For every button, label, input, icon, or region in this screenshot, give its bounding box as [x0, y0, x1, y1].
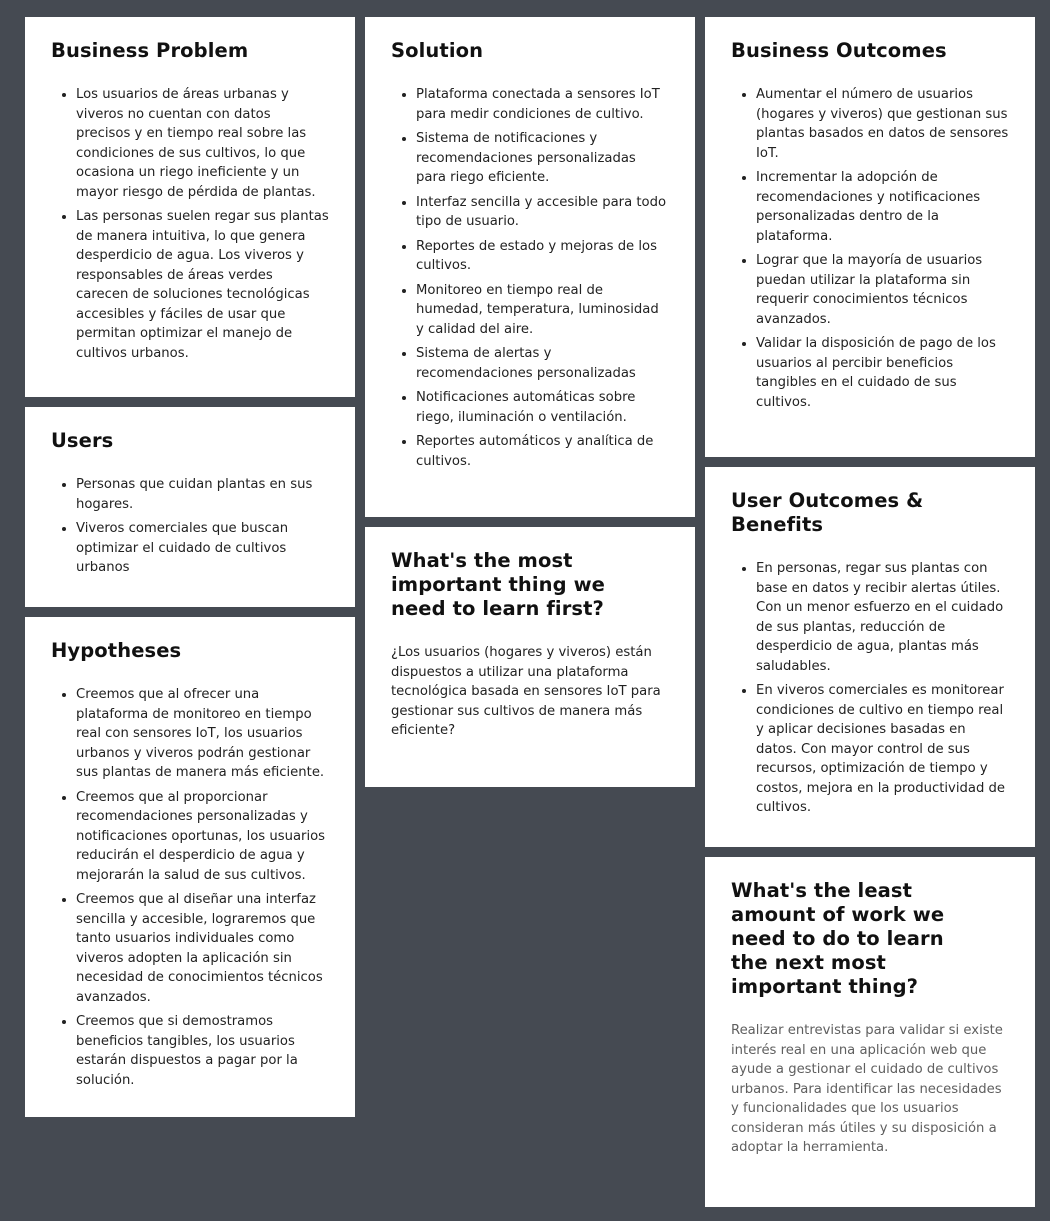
list-item: • Reportes de estado y mejoras de los cultivos. [416, 237, 669, 276]
hypotheses-card [25, 617, 355, 1117]
users-card [25, 407, 355, 607]
list-item: • Los usuarios de áreas urbanas y viveros no cuentan con datos precisos y en tiempo real sobre las condiciones de sus cultivos, lo que ocasiona un riego ineficiente y un mayor riesgo de pérdida de plantas. [76, 85, 329, 202]
list-item: • Las personas suelen regar sus plantas de manera intuitiva, lo que genera desperdicio de agua. Los viveros y responsables de áreas verdes carecen de soluciones tecnológicas accesibles y fáciles de usar que permitan optimizar el manejo de cultivos urbanos. [76, 207, 329, 363]
hypotheses-title: Hypotheses [51, 639, 182, 662]
hypotheses-list [51, 685, 329, 1090]
solution-list-secondary [391, 344, 669, 471]
least-work-text: Realizar entrevistas para validar si existe interés real en una aplicación web que ayude a gestionar el cuidado de cultivos urbanos. Para identificar las necesidades y funcionalidades que los usuarios consideran más útiles y su disposición a adoptar la herramienta. [731, 1023, 1003, 1155]
list-item: • Creemos que al proporcionar recomendaciones personalizadas y notificaciones oportunas, los usuarios reducirán el desperdicio de agua y mejorarán la salud de sus cultivos. [76, 788, 329, 886]
list-item: • Incrementar la adopción de recomendaciones y notificaciones personalizadas dentro de la plataforma. [756, 168, 1009, 246]
solution-list [391, 85, 669, 339]
list-item: • Aumentar el número de usuarios (hogares y viveros) que gestionan sus plantas basados en datos de sensores IoT. [756, 85, 1009, 163]
solution-card [365, 17, 695, 517]
learn-first-text: ¿Los usuarios (hogares y viveros) están dispuestos a utilizar una plataforma tecnológica basada en sensores IoT para gestionar sus cultivos de manera más eficiente? [391, 645, 661, 738]
list-item: • Notificaciones automáticas sobre riego, iluminación o ventilación. [416, 388, 669, 427]
list-item: • Plataforma conectada a sensores IoT para medir condiciones de cultivo. [416, 85, 669, 124]
business-problem-card [25, 17, 355, 397]
list-item: • Sistema de alertas y recomendaciones personalizadas [416, 344, 669, 383]
list-item: • En viveros comerciales es monitorear condiciones de cultivo en tiempo real y aplicar decisiones basadas en datos. Con mayor control de sus recursos, optimización de tiempo y costos, mejora en la productividad de cultivos. [756, 681, 1009, 818]
business-problem-title: Business Problem [51, 39, 249, 62]
least-work-title: What's the least amount of work we need to do to learn the next most important thing? [731, 879, 945, 998]
user-outcomes-list [731, 559, 1009, 818]
solution-title: Solution [391, 39, 484, 62]
user-outcomes-title: User Outcomes & Benefits [731, 489, 924, 536]
least-work-card [705, 857, 1035, 1207]
users-title: Users [51, 429, 114, 452]
list-item: • Validar la disposición de pago de los usuarios al percibir beneficios tangibles en el cuidado de sus cultivos. [756, 334, 1009, 412]
learn-first-card [365, 527, 695, 787]
list-item: • Reportes automáticos y analítica de cultivos. [416, 432, 669, 471]
business-outcomes-list [731, 85, 1009, 412]
list-item: • Lograr que la mayoría de usuarios puedan utilizar la plataforma sin requerir conocimientos técnicos avanzados. [756, 251, 1009, 329]
list-item: • Creemos que al ofrecer una plataforma de monitoreo en tiempo real con sensores IoT, los usuarios urbanos y viveros podrán gestionar sus plantas de manera más eficiente. [76, 685, 329, 783]
users-list [51, 475, 329, 578]
list-item: • Viveros comerciales que buscan optimizar el cuidado de cultivos urbanos [76, 519, 329, 578]
list-item: • Monitoreo en tiempo real de humedad, temperatura, luminosidad y calidad del aire. [416, 281, 669, 340]
business-outcomes-title: Business Outcomes [731, 39, 947, 62]
business-problem-list [51, 85, 329, 363]
list-item: • Personas que cuidan plantas en sus hogares. [76, 475, 329, 514]
learn-first-title: What's the most important thing we need to learn first? [391, 549, 606, 620]
list-item: • Creemos que al diseñar una interfaz sencilla y accesible, lograremos que tanto usuarios individuales como viveros adopten la aplicación sin necesidad de conocimientos técnicos avanzados. [76, 890, 329, 1007]
list-item: • Sistema de notificaciones y recomendaciones personalizadas para riego eficiente. [416, 129, 669, 188]
business-outcomes-card [705, 17, 1035, 457]
list-item: • Interfaz sencilla y accesible para todo tipo de usuario. [416, 193, 669, 232]
list-item: • En personas, regar sus plantas con base en datos y recibir alertas útiles. Con un menor esfuerzo en el cuidado de sus plantas, reducción de desperdicio de agua, plantas más saludables. [756, 559, 1009, 676]
list-item: • Creemos que si demostramos beneficios tangibles, los usuarios estarán dispuestos a pagar por la solución. [76, 1012, 329, 1090]
user-outcomes-card [705, 467, 1035, 847]
